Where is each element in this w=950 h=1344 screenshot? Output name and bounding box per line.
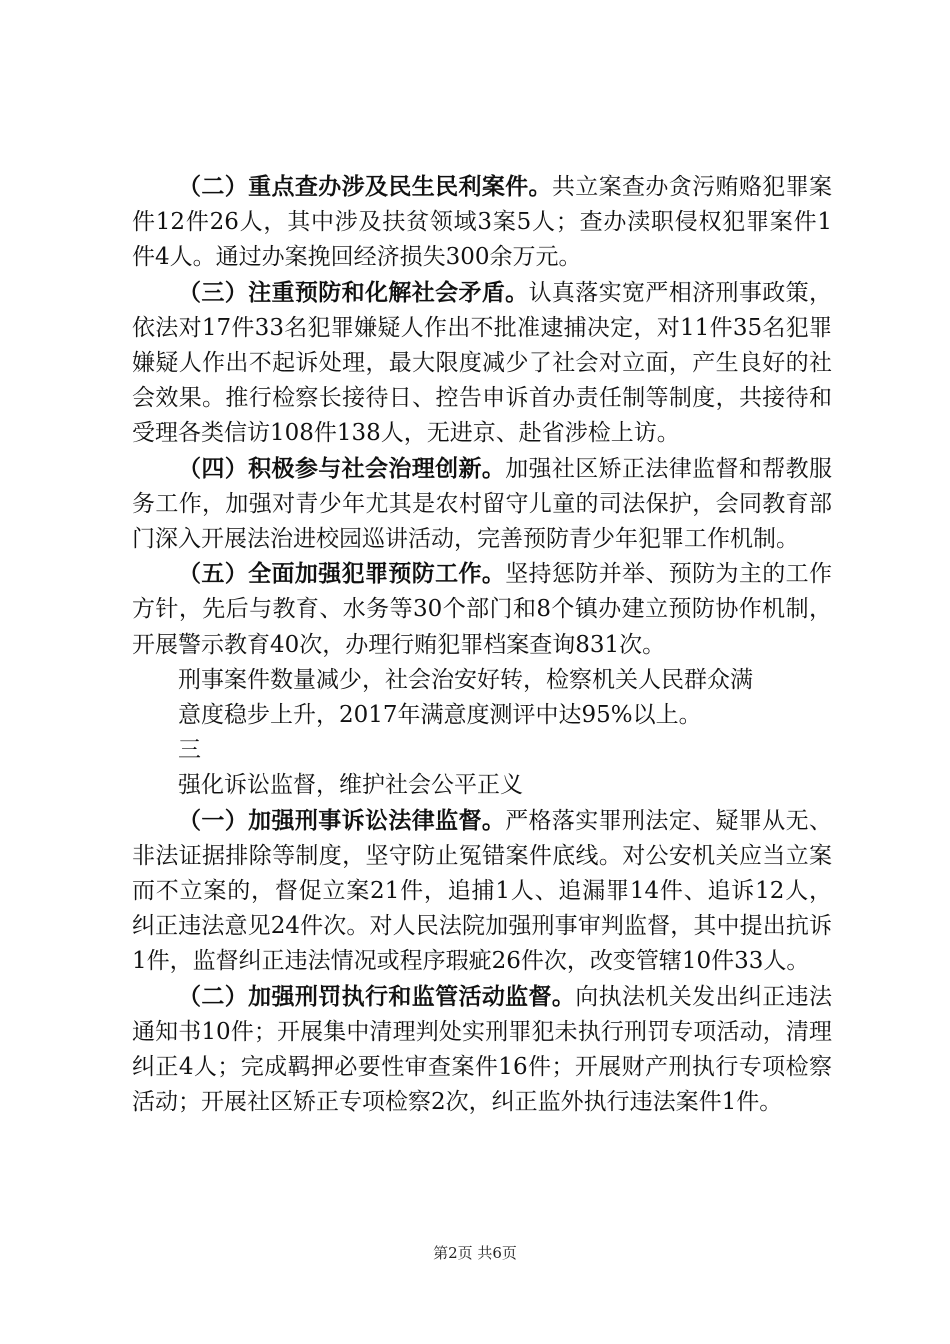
paragraph-criminal-litigation bbox=[132, 804, 832, 980]
summary-line: 刑事案件数量减少，社会治安好转，检察机关人民群众满 bbox=[178, 666, 753, 693]
paragraph-social-governance bbox=[132, 452, 832, 558]
paragraph-heading: （一）加强刑事诉讼法律监督。 bbox=[178, 807, 506, 834]
paragraph-text: 向执法机关发出纠正违法通知书10件；开展集中清理判处实刑罪犯未执行刑罚专项活动，清理纠正4人；完成羁押必要性审查案件16件；开展财产刑执行专项检察活动；开展社区矫正专项检察2次，纠正监外执行违法案件1件。 bbox=[132, 983, 833, 1116]
paragraph-crime-prevention bbox=[132, 557, 832, 663]
paragraph-heading: （四）积极参与社会治理创新。 bbox=[178, 455, 506, 482]
paragraph-text: 加强社区矫正法律监督和帮教服务工作，加强对青少年尤其是农村留守儿童的司法保护，会同教育部门深入开展法治进校园巡讲活动，完善预防青少年犯罪工作机制。 bbox=[132, 455, 833, 553]
section-number: 三 bbox=[178, 737, 201, 764]
section-title: 强化诉讼监督，维护社会公平正义 bbox=[178, 772, 523, 799]
paragraph-heading: （三）注重预防和化解社会矛盾。 bbox=[178, 279, 529, 306]
paragraph-text: 认真落实宽严相济刑事政策，依法对17件33名犯罪嫌疑人作出不批准逮捕决定，对11件35名犯罪嫌疑人作出不起诉处理，最大限度减少了社会对立面，产生良好的社会效果。推行检察长接待日、控告申诉首办责任制等制度，共接待和受理各类信访108件138人，无进京、赴省涉检上访。 bbox=[132, 279, 833, 447]
paragraph-livelihood-cases bbox=[132, 170, 832, 276]
document-body bbox=[132, 170, 832, 1120]
paragraph-penalty-execution bbox=[132, 980, 832, 1121]
paragraph-text: 共立案查办贪污贿赂犯罪案件12件26人，其中涉及扶贫领域3案5人；查办渎职侵权犯罪案件1件4人。通过办案挽回经济损失300余万元。 bbox=[132, 174, 833, 271]
paragraph-text: 坚持惩防并举、预防为主的工作方针，先后与教育、水务等30个部门和8个镇办建立预防协作机制，开展警示教育40次，办理行贿犯罪档案查询831次。 bbox=[132, 561, 833, 658]
paragraph-heading: （二）加强刑罚执行和监管活动监督。 bbox=[178, 983, 576, 1010]
paragraph-heading: （五）全面加强犯罪预防工作。 bbox=[178, 561, 506, 588]
paragraph-text: 严格落实罪刑法定、疑罪从无、非法证据排除等制度，坚守防止冤错案件底线。对公安机关应当立案而不立案的，督促立案21件，追捕1人、追漏罪14件、追诉12人，纠正违法意见24件次。对人民法院加强刑事审判监督，其中提出抗诉1件，监督纠正违法情况或程序瑕疵26件次，改变管辖10件33人。 bbox=[132, 807, 833, 975]
paragraph-heading: （二）重点查办涉及民生民利案件。 bbox=[178, 174, 552, 200]
page-number-footer: 第2页 共6页 bbox=[433, 1244, 517, 1262]
summary-line: 意度稳步上升，2017年满意度测评中达95%以上。 bbox=[178, 702, 702, 729]
paragraph-social-conflicts bbox=[132, 276, 832, 452]
